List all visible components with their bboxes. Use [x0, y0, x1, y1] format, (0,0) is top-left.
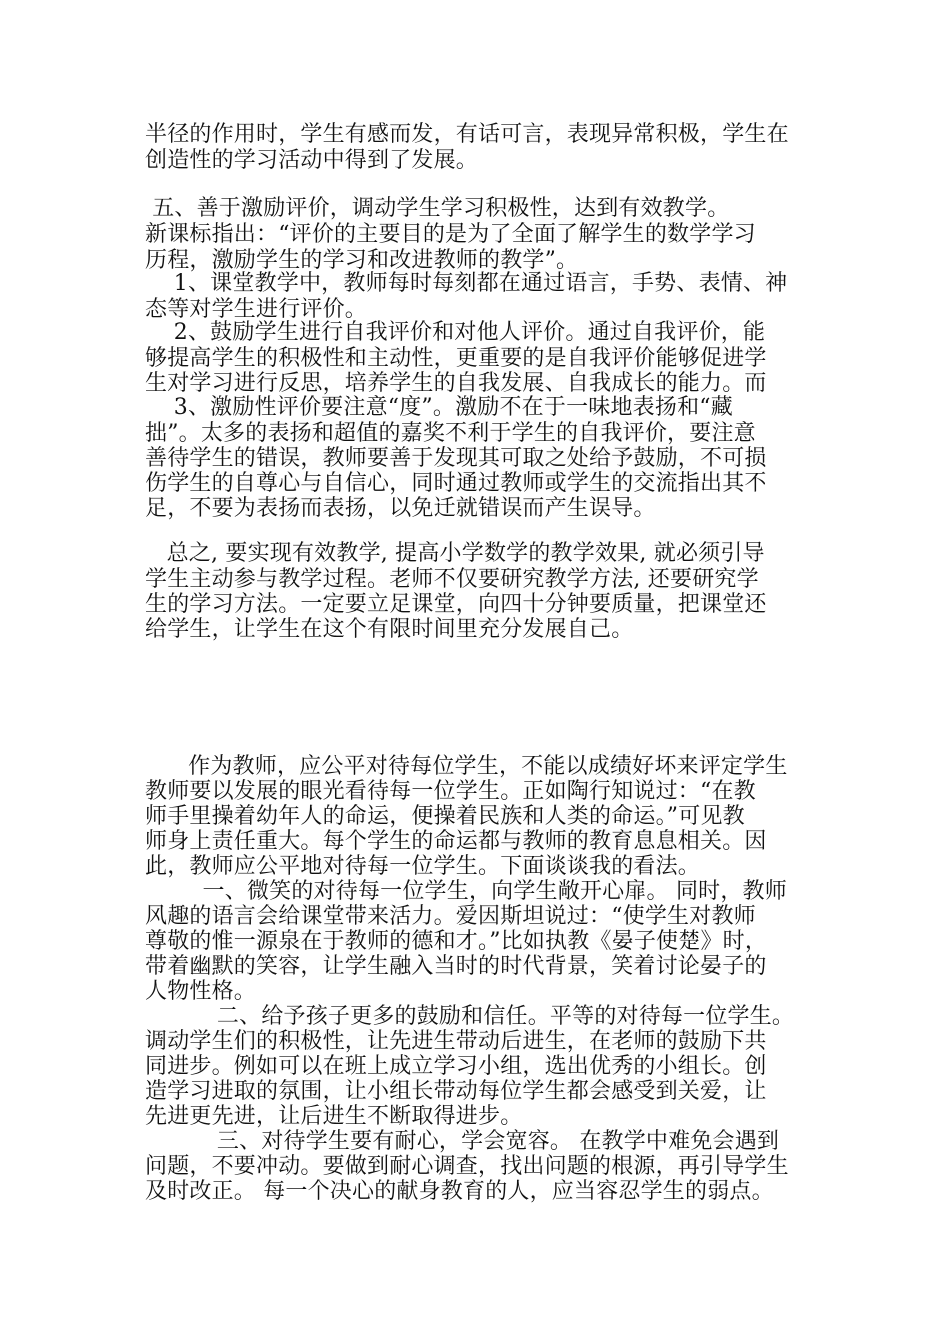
text-line: 创造性的学习活动中得到了发展。 — [145, 148, 479, 173]
text-line: 三、对待学生要有耐心，学会宽容。 在教学中难免会遇到 — [145, 1129, 780, 1154]
text-line: 师手里操着幼年人的命运，便操着民族和人类的命运。”可见教 — [145, 804, 745, 829]
text-line: 此，教师应公平地对待每一位学生。下面谈谈我的看法。 — [145, 854, 701, 879]
text-line: 带着幽默的笑容，让学生融入当时的时代背景，笑着讨论晏子的 — [145, 954, 767, 979]
text-line: 善待学生的错误，教师要善于发现其可取之处给予鼓励，不可损 — [145, 446, 767, 471]
text-line: 师身上责任重大。每个学生的命运都与教师的教育息息相关。因 — [145, 829, 767, 854]
text-line: 教师要以发展的眼光看待每一位学生。正如陶行知说过：“在教 — [145, 779, 756, 804]
text-line: 给学生，让学生在这个有限时间里充分发展自己。 — [145, 617, 634, 642]
text-line: 人物性格。 — [145, 979, 257, 1004]
text-line: 生对学习进行反思，培养学生的自我发展、自我成长的能力。而 — [145, 371, 767, 396]
text-line: 作为教师，应公平对待每位学生，不能以成绩好坏来评定学生 — [145, 754, 788, 779]
text-line: 二、给予孩子更多的鼓励和信任。平等的对待每一位学生。 — [145, 1004, 795, 1029]
text-line: 学生主动参与教学过程。老师不仅要研究教学方法, 还要研究学 — [145, 567, 759, 592]
text-line: 足，不要为表扬而表扬，以免迁就错误而产生误导。 — [145, 496, 656, 521]
text-line: 风趣的语言会给课堂带来活力。爱因斯坦说过：“使学生对教师 — [145, 904, 756, 929]
text-line: 新课标指出：“评价的主要目的是为了全面了解学生的数学学习 — [145, 222, 756, 247]
section-heading: 五、善于激励评价，调动学生学习积极性，达到有效教学。 — [145, 196, 730, 221]
text-line: 3、激励性评价要注意“度”。激励不在于一味地表扬和“藏 — [145, 395, 733, 420]
text-line: 历程，激励学生的学习和改进教师的教学”。 — [145, 248, 579, 273]
text-line: 拙”。太多的表扬和超值的嘉奖不利于学生的自我评价，要注意 — [145, 421, 756, 446]
text-line: 调动学生们的积极性，让先进生带动后进生，在老师的鼓励下共 — [145, 1029, 767, 1054]
text-line: 及时改正。 每一个决心的献身教育的人，应当容忍学生的弱点。 — [145, 1179, 774, 1204]
text-line: 生的学习方法。一定要立足课堂，向四十分钟要质量，把课堂还 — [145, 592, 767, 617]
text-line: 同进步。例如可以在班上成立学习小组，选出优秀的小组长。创 — [145, 1054, 767, 1079]
text-line: 态等对学生进行评价。 — [145, 297, 368, 322]
text-line: 造学习进取的氛围，让小组长带动每位学生都会感受到关爱，让 — [145, 1079, 767, 1104]
text-line: 1、课堂教学中，教师每时每刻都在通过语言，手势、表情、神 — [145, 271, 788, 296]
text-line: 一、微笑的对待每一位学生，向学生敞开心扉。 同时，教师 — [145, 879, 787, 904]
text-line: 半径的作用时，学生有感而发，有话可言，表现异常积极，学生在 — [145, 122, 789, 147]
text-line: 2、鼓励学生进行自我评价和对他人评价。通过自我评价，能 — [145, 320, 766, 345]
text-line: 伤学生的自尊心与自信心，同时通过教师或学生的交流指出其不 — [145, 471, 767, 496]
text-line: 尊敬的惟一源泉在于教师的德和才。”比如执教《晏子使楚》时， — [145, 929, 768, 954]
text-line: 总之, 要实现有效教学, 提高小学数学的教学效果, 就必须引导 — [145, 541, 765, 566]
text-line: 先进更先进，让后进生不断取得进步。 — [145, 1104, 523, 1129]
text-line: 问题，不要冲动。要做到耐心调查，找出问题的根源，再引导学生 — [145, 1154, 789, 1179]
text-line: 够提高学生的积极性和主动性，更重要的是自我评价能够促进学 — [145, 346, 767, 371]
